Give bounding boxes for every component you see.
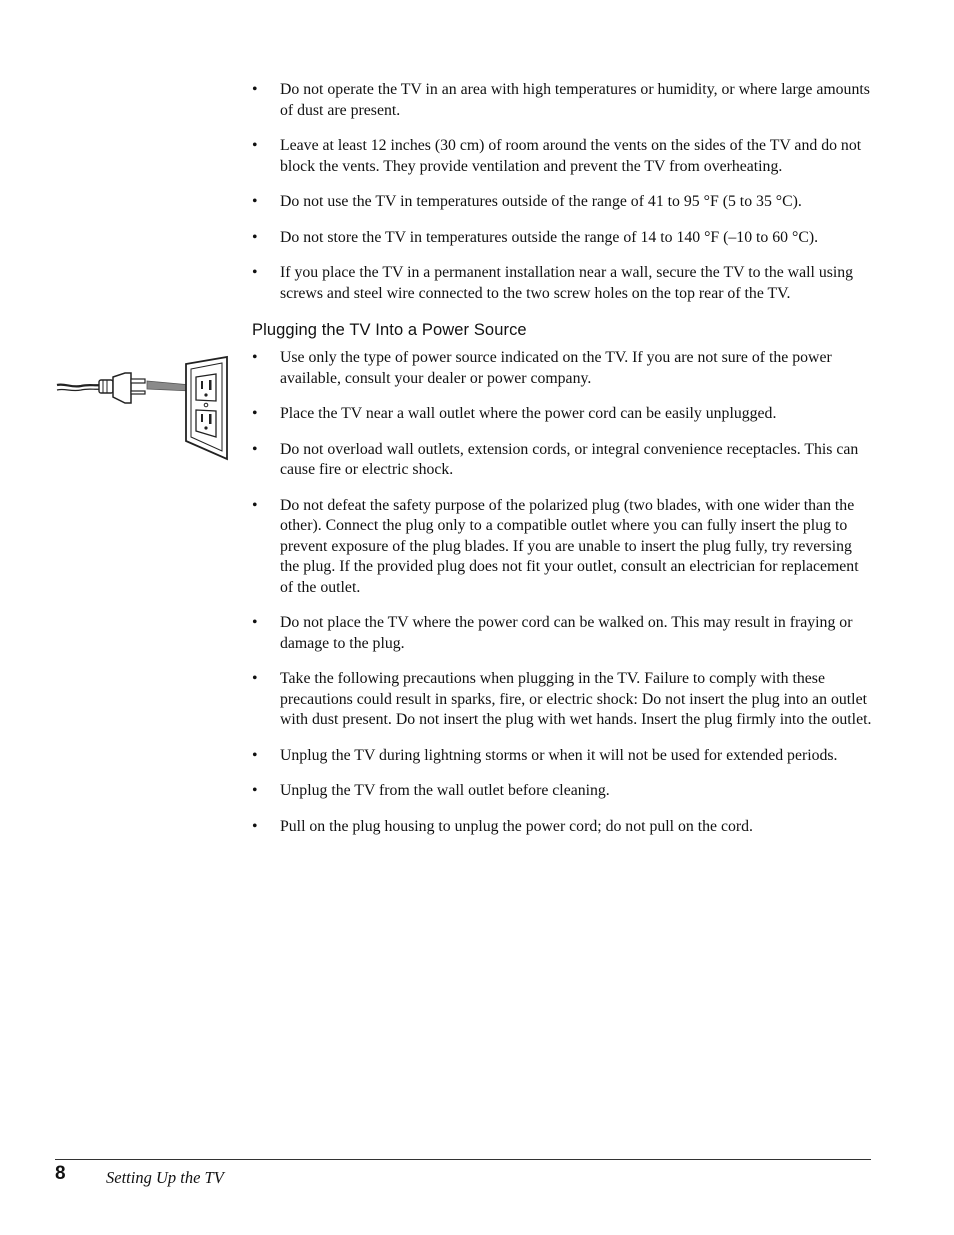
list-item (252, 228, 872, 249)
power-source-list (252, 348, 872, 852)
list-item-text: If you place the TV in a permanent installation near a wall, secure the TV to the wall using screws and steel wire connected to the two screw holes on the top rear of the TV. (280, 264, 854, 302)
list-item-text: Place the TV near a wall outlet where the power cord can be easily unplugged. (280, 405, 777, 422)
bullet: • (252, 746, 258, 764)
list-item (252, 192, 872, 213)
precautions-list (252, 80, 872, 319)
bullet: • (252, 405, 258, 422)
list-item (252, 613, 872, 654)
list-item-text: Use only the type of power source indicated on the TV. If you are not sure of the power available, consult your dealer or power company. (280, 349, 832, 387)
list-item-text: Pull on the plug housing to unplug the power cord; do not pull on the cord. (280, 817, 753, 835)
section-heading: Plugging the TV Into a Power Source (252, 321, 527, 339)
list-item (252, 669, 872, 731)
list-item (252, 746, 872, 767)
list-item-text: Do not place the TV where the power cord can be walked on. This may result in fraying or damage to the plug. (280, 614, 853, 652)
list-item-text: Take the following precautions when plugging in the TV. Failure to comply with these precautions could result in sparks, fire, or electric shock: Do not insert the plug into an outlet with dust present. Do not insert the plug with wet hands. Insert the plug firmly into the outlet. (280, 670, 872, 728)
bullet: • (252, 670, 258, 687)
list-item-text: Do not store the TV in temperatures outside the range of 14 to 140 °F (–10 to 60 °C). (280, 228, 819, 246)
list-item-text: Do not overload wall outlets, extension cords, or integral convenience receptacles. This can cause fire or electric shock. (280, 440, 859, 478)
list-item (252, 440, 872, 481)
bullet: • (252, 349, 258, 366)
bullet: • (252, 440, 258, 458)
bullet: • (252, 81, 258, 98)
running-title: Setting Up the TV (106, 1168, 224, 1187)
list-item (252, 136, 872, 177)
list-item (252, 348, 872, 389)
bullet: • (252, 782, 258, 799)
page-number: 8 (55, 1163, 66, 1184)
bullet: • (252, 496, 258, 514)
list-item-text: Do not operate the TV in an area with high temperatures or humidity, or where large amounts of dust are present. (280, 81, 870, 119)
list-item (252, 404, 872, 425)
bullet: • (252, 193, 258, 210)
list-item-text: Unplug the TV from the wall outlet before cleaning. (280, 782, 610, 799)
bullet: • (252, 228, 258, 246)
list-item (252, 263, 872, 304)
list-item-text: Do not use the TV in temperatures outside of the range of 41 to 95 °F (5 to 35 °C). (280, 193, 802, 210)
plug-and-wall-outlet-icon (55, 355, 231, 461)
bullet: • (252, 817, 258, 835)
list-item (252, 781, 872, 802)
bullet: • (252, 137, 258, 154)
list-item-text: Do not defeat the safety purpose of the polarized plug (two blades, with one wider than the other). Connect the plug only to a compatible outlet where you can fully insert the plug to prevent exposure of the plug blades. If you are unable to insert the plug fully, try reversing the plug. If the provided plug does not fit your outlet, consult an electrician for replacement of the outlet. (280, 496, 859, 596)
list-item (252, 817, 872, 838)
list-item (252, 496, 872, 599)
list-item-text: Leave at least 12 inches (30 cm) of room around the vents on the sides of the TV and do not block the vents. They provide ventilation and prevent the TV from overheating. (280, 137, 862, 175)
bullet: • (252, 614, 258, 631)
list-item (252, 80, 872, 121)
footer-divider (55, 1159, 871, 1160)
bullet: • (252, 264, 258, 281)
list-item-text: Unplug the TV during lightning storms or when it will not be used for extended periods. (280, 746, 838, 764)
